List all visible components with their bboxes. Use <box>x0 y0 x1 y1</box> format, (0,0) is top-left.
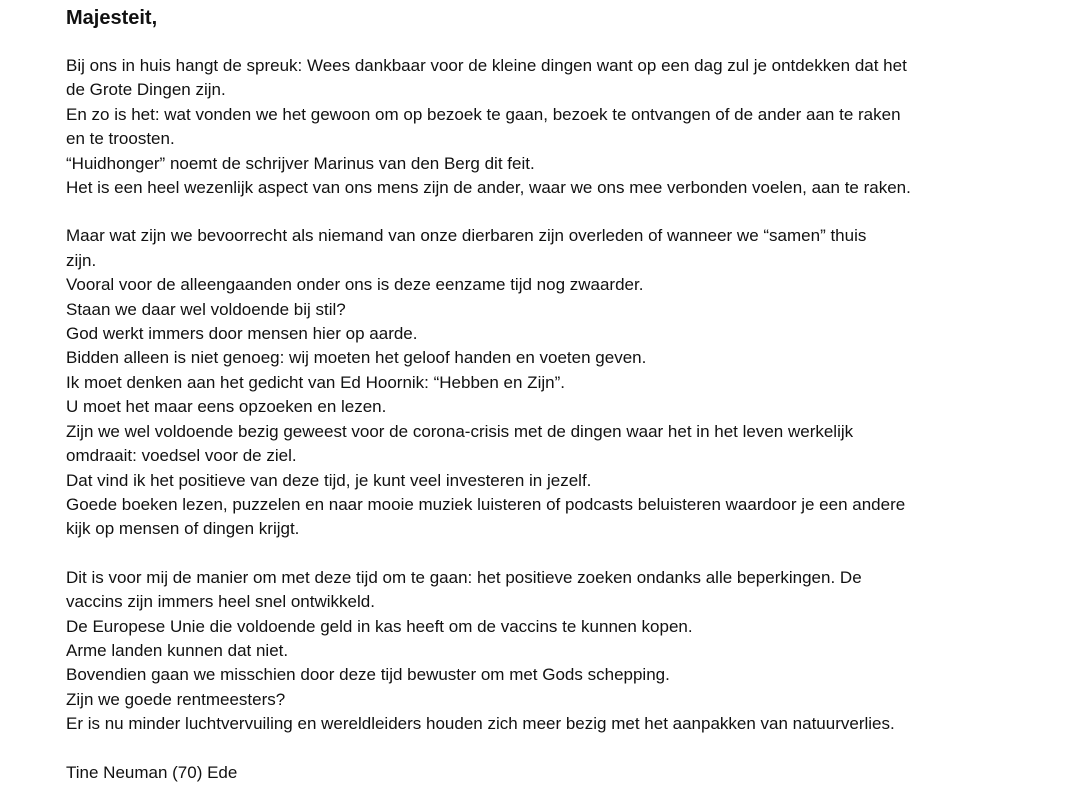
text-line: vaccins zijn immers heel snel ontwikkeld. <box>66 592 375 612</box>
text-line: “Huidhonger” noemt de schrijver Marinus van den Berg dit feit. <box>66 153 535 173</box>
text-line: Er is nu minder luchtvervuiling en wereldleiders houden zich meer bezig met het aanpakken van natuurverlies. <box>66 714 895 734</box>
text-line: Vooral voor de alleengaanden onder ons is deze eenzame tijd nog zwaarder. <box>66 275 644 295</box>
text-line: Dat vind ik het positieve van deze tijd, je kunt veel investeren in jezelf. <box>66 470 592 490</box>
text-line: Het is een heel wezenlijk aspect van ons mens zijn de ander, waar we ons mee verbonden voelen, aan te raken. <box>66 178 911 198</box>
text-line: En zo is het: wat vonden we het gewoon om op bezoek te gaan, bezoek te ontvangen of de ander aan te raken <box>66 104 901 124</box>
paragraph-3 <box>66 566 986 737</box>
text-line: Bij ons in huis hangt de spreuk: Wees dankbaar voor de kleine dingen want op een dag zul je ontdekken dat het <box>66 56 907 75</box>
text-line: Bidden alleen is niet genoeg: wij moeten het geloof handen en voeten geven. <box>66 348 647 368</box>
text-line: Arme landen kunnen dat niet. <box>66 640 289 660</box>
text-line: Zijn we goede rentmeesters? <box>66 689 286 709</box>
text-line: Goede boeken lezen, puzzelen en naar mooie muziek luisteren of podcasts beluisteren waardoor je een andere <box>66 494 906 514</box>
signature: Tine Neuman (70) Ede <box>66 762 238 782</box>
letter-document <box>66 4 986 785</box>
paragraph-2 <box>66 224 986 541</box>
text-line: Maar wat zijn we bevoorrecht als niemand van onze dierbaren zijn overleden of wanneer we “samen” thuis <box>66 226 867 246</box>
text-line: zijn. <box>66 250 97 270</box>
text-line: Bovendien gaan we misschien door deze tijd bewuster om met Gods schepping. <box>66 665 670 685</box>
paragraph-1 <box>66 54 986 200</box>
text-line: Staan we daar wel voldoende bij stil? <box>66 299 346 319</box>
text-line: de Grote Dingen zijn. <box>66 80 226 100</box>
text-line: Zijn we wel voldoende bezig geweest voor de corona-crisis met de dingen waar het in het leven werkelijk <box>66 421 854 441</box>
text-line: Dit is voor mij de manier om met deze tijd om te gaan: het positieve zoeken ondanks alle beperkingen. De <box>66 567 862 587</box>
text-line: De Europese Unie die voldoende geld in kas heeft om de vaccins te kunnen kopen. <box>66 616 693 636</box>
salutation: Majesteit, <box>66 7 158 29</box>
text-line: Ik moet denken aan het gedicht van Ed Hoornik: “Hebben en Zijn”. <box>66 372 565 392</box>
text-line: U moet het maar eens opzoeken en lezen. <box>66 397 387 417</box>
text-line: kijk op mensen of dingen krijgt. <box>66 519 300 539</box>
text-line: God werkt immers door mensen hier op aarde. <box>66 324 418 344</box>
text-line: en te troosten. <box>66 129 175 149</box>
text-line: omdraait: voedsel voor de ziel. <box>66 446 297 466</box>
